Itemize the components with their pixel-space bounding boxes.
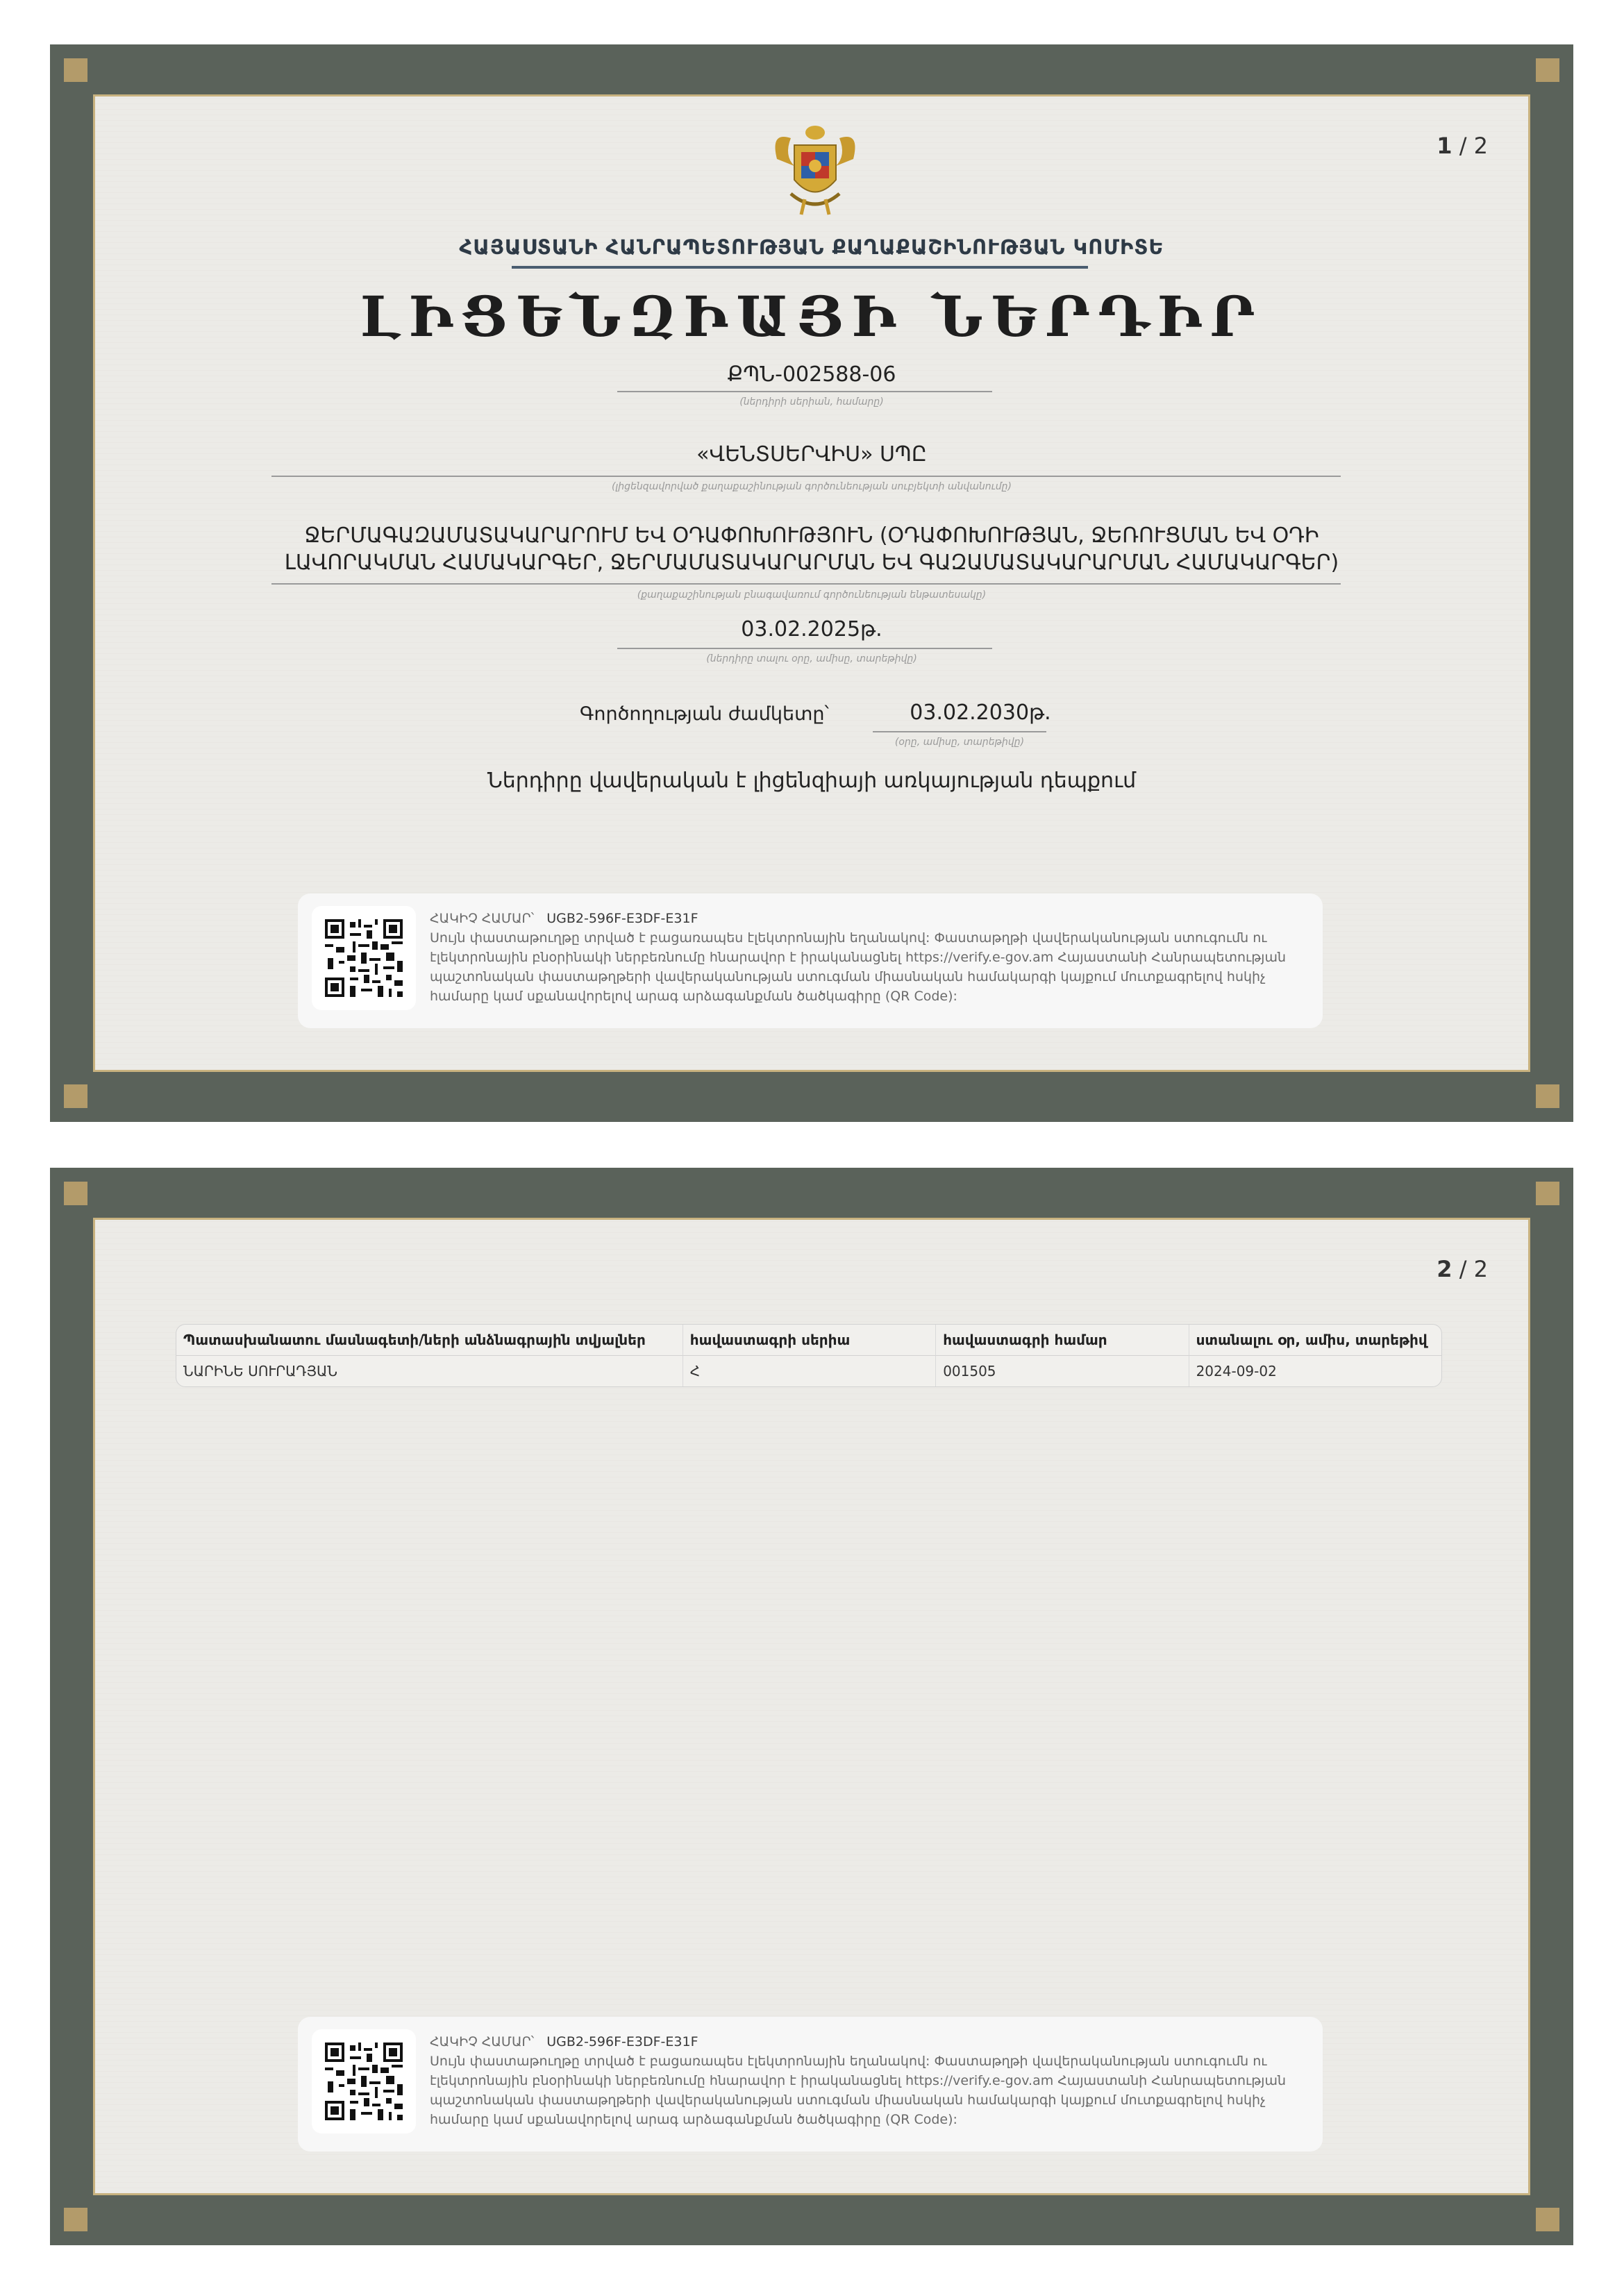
divider — [617, 648, 992, 649]
activity-line-2: ԼԱՎՈՐԱԿՄԱՆ ՀԱՄԱԿԱՐԳԵՐ, ՋԵՐՄԱՄԱՏԱԿԱՐԱՐՄԱՆ ԵՎ ԳԱԶԱՄԱՏԱԿԱՐԱՐՄԱՆ ՀԱՄԱԿԱՐԳԵՐ) — [284, 551, 1339, 575]
verification-box — [298, 894, 1323, 1028]
verification-line: էլեկտրոնային բնօրինակի ներբեռնումը հնարավոր է իրականացնել https://verify.e-gov.am Հայաստանի Հանրապետության — [430, 950, 1287, 965]
activity-hint: (քաղաքաշինության բնագավառում գործունեության ենթատեսակը) — [637, 589, 987, 601]
licensee-name: «ՎԵՆՏՍԵՐՎԻՍ» ՍՊԸ — [696, 442, 927, 467]
certificate-sheet — [93, 1218, 1530, 2195]
verification-line: էլեկտրոնային բնօրինակի ներբեռնումը հնարավոր է իրականացնել https://verify.e-gov.am Հայաստանի Հանրապետության — [430, 2073, 1287, 2088]
document-page-1 — [50, 44, 1573, 1122]
column-header: ստանալու օր, ամիս, տարեթիվ — [1189, 1325, 1441, 1356]
verification-line: համարը կամ սքանավորելով արագ արձագանքման ծածկագիրը (QR Code): — [430, 2112, 957, 2127]
coat-of-arms-icon — [763, 117, 867, 221]
divider — [271, 476, 1341, 477]
column-header: հավաստագրի համար — [935, 1325, 1188, 1356]
table-cell: 2024-09-02 — [1189, 1356, 1441, 1386]
corner-ornament — [64, 1084, 87, 1108]
divider — [617, 391, 992, 392]
table-cell: Հ — [683, 1356, 935, 1386]
verification-text — [430, 2032, 1305, 2129]
column-header: Պատասխանատու մասնագետի/ների անձնագրային տվյալներ — [176, 1325, 683, 1356]
verification-box — [298, 2017, 1323, 2152]
corner-ornament — [64, 58, 87, 82]
table-cell: 001505 — [935, 1356, 1188, 1386]
verification-line: Սույն փաստաթուղթը տրված է բացառապես էլեկտրոնային եղանակով: Փաստաթղթի վավերականության ստուգումն ու — [430, 930, 1267, 946]
table-row — [176, 1356, 1441, 1386]
qr-code-icon — [312, 2029, 416, 2133]
corner-ornament — [1536, 2208, 1559, 2231]
verification-code-label: ՀԱԿԻՉ ՀԱՄԱՐ՝ — [430, 911, 535, 926]
verification-line: պաշտոնական փաստաթղթերի վավերականության ստուգման միասնական համակարգի կայքում մուտքագրելով հսկիչ — [430, 969, 1266, 984]
table-cell: ՆԱՐԻՆԵ ՍՈՒՐԱԴՅԱՆ — [183, 1363, 337, 1379]
corner-ornament — [1536, 58, 1559, 82]
validity-date: 03.02.2030թ. — [910, 701, 1051, 725]
validity-hint: (օրը, ամիսը, տարեթիվը) — [894, 737, 1025, 748]
issuer-name: ՀԱՅԱՍՏԱՆԻ ՀԱՆՐԱՊԵՏՈՒԹՅԱՆ ՔԱՂԱՔԱՇԻՆՈՒԹՅԱՆ ԿՈՄԻՏԵ — [459, 235, 1164, 259]
table-header-row — [176, 1325, 1441, 1356]
certificate-sheet — [93, 94, 1530, 1072]
divider — [271, 583, 1341, 585]
corner-ornament — [64, 2208, 87, 2231]
page-title: ԼԻՑԵՆԶԻԱՅԻ ՆԵՐԴԻՐ — [360, 284, 1264, 349]
specialists-table — [176, 1324, 1442, 1387]
page-number: 2 / 2 — [1437, 1256, 1488, 1282]
validity-label: Գործողության ժամկետը՝ — [580, 703, 829, 725]
validity-note: Ներդիրը վավերական է լիցենզիայի առկայության դեպքում — [487, 769, 1137, 793]
serial-number: ՔՊՆ-002588-06 — [727, 362, 896, 387]
verification-line: պաշտոնական փաստաթղթերի վավերականության ստուգման միասնական համակարգի կայքում մուտքագրելով հսկիչ — [430, 2092, 1266, 2108]
corner-ornament — [1536, 1182, 1559, 1205]
divider — [512, 266, 1088, 269]
corner-ornament — [1536, 1084, 1559, 1108]
activity-line-1: ՋԵՐՄԱԳԱԶԱՄԱՏԱԿԱՐԱՐՈՒՄ ԵՎ ՕԴԱՓՈԽՈՒԹՅՈՒՆ (ՕԴԱՓՈԽՈՒԹՅԱՆ, ՋԵՌՈՒՑՄԱՆ ԵՎ ՕԴԻ — [304, 523, 1319, 548]
verification-line: Սույն փաստաթուղթը տրված է բացառապես էլեկտրոնային եղանակով: Փաստաթղթի վավերականության ստուգումն ու — [430, 2054, 1267, 2069]
page-number: 1 / 2 — [1437, 133, 1488, 159]
column-header: հավաստագրի սերիա — [683, 1325, 935, 1356]
divider — [873, 731, 1046, 732]
document-page-2 — [50, 1168, 1573, 2245]
verification-code: UGB2-596F-E3DF-E31F — [546, 911, 698, 926]
verification-text — [430, 909, 1305, 1006]
verification-code-label: ՀԱԿԻՉ ՀԱՄԱՐ՝ — [430, 2034, 535, 2049]
issue-date: 03.02.2025թ. — [741, 617, 882, 641]
serial-hint: (ներդիրի սերիան, համարը) — [739, 396, 884, 408]
qr-code-icon — [312, 906, 416, 1010]
verification-code: UGB2-596F-E3DF-E31F — [546, 2034, 698, 2049]
issue-date-hint: (ներդիրը տալու օրը, ամիսը, տարեթիվը) — [706, 653, 917, 664]
corner-ornament — [64, 1182, 87, 1205]
licensee-hint: (լիցենզավորված քաղաքաշինության գործունեության սուբյեկտի անվանումը) — [612, 481, 1012, 492]
verification-line: համարը կամ սքանավորելով արագ արձագանքման ծածկագիրը (QR Code): — [430, 989, 957, 1004]
